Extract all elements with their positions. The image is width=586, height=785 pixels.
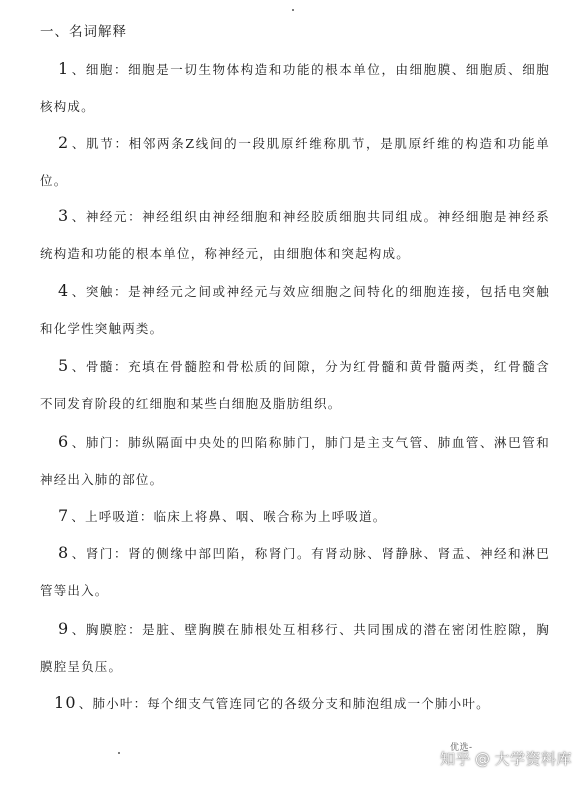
entry-text: 是脏、壁胸膜在肺根处互相移行、共同围成的潜在密闭性腔隙，胸膜腔呈负压。	[40, 622, 550, 674]
entry-number: 4	[58, 281, 70, 300]
entry-number: 2	[58, 133, 70, 152]
entry-term: 、上呼吸道：	[71, 509, 154, 524]
entry-term: 、细胞：	[71, 62, 129, 77]
entry-text: 是神经元之间或神经元与效应细胞之间特化的细胞连接，包括电突触和化学性突触两类。	[40, 284, 550, 336]
entry-9	[40, 610, 550, 685]
entry-3	[40, 197, 550, 272]
entry-text: 肺纵隔面中央处的凹陷称肺门，肺门是主支气管、肺血管、淋巴管和神经出入肺的部位。	[40, 435, 550, 487]
entry-term: 、突触：	[71, 284, 129, 299]
entry-number: 1	[58, 59, 70, 78]
entry-8	[40, 534, 550, 609]
entry-term: 、肺小叶：	[78, 696, 148, 711]
entry-10	[40, 684, 550, 722]
entry-term: 、骨髓：	[71, 359, 129, 374]
entry-number: 5	[58, 356, 70, 375]
entry-term: 、肌节：	[71, 136, 129, 151]
entry-number: 7	[58, 506, 70, 525]
entry-text: 肾的侧缘中部凹陷，称肾门。有肾动脉、肾静脉、肾盂、神经和淋巴管等出入。	[40, 546, 550, 598]
entry-term: 、肾门：	[71, 546, 129, 561]
watermark-site: 知乎	[439, 750, 471, 768]
watermark-author: 大学资料库	[494, 750, 572, 768]
footer-label: 优选-	[450, 743, 473, 753]
entry-1	[40, 50, 550, 125]
entry-number: 10	[54, 693, 77, 712]
entry-number: 8	[58, 543, 70, 562]
entry-number: 3	[58, 206, 70, 225]
entry-term: 、肺门：	[71, 435, 129, 450]
entry-7	[40, 497, 550, 535]
entry-number: 6	[58, 432, 70, 451]
top-dot	[292, 9, 294, 11]
section-heading: 一、名词解释	[40, 24, 127, 40]
entry-5	[40, 347, 550, 422]
entry-text: 充填在骨髓腔和骨松质的间隙，分为红骨髓和黄骨髓两类，红骨髓含不同发育阶段的红细胞和某些白细胞及脂肪组织。	[40, 359, 550, 411]
entry-text: 每个细支气管连同它的各级分支和肺泡组成一个肺小叶。	[147, 696, 490, 711]
watermark	[440, 748, 572, 769]
entry-text: 临床上将鼻、咽、喉合称为上呼吸道。	[153, 509, 387, 524]
entry-2	[40, 124, 550, 199]
entry-6	[40, 423, 550, 498]
entry-term: 、胸膜腔：	[71, 622, 143, 637]
entry-4	[40, 272, 550, 347]
at-icon: @	[474, 749, 491, 768]
entry-term: 、神经元：	[71, 209, 143, 224]
entry-text: 相邻两条Z线间的一段肌原纤维称肌节，是肌原纤维的构造和功能单位。	[40, 136, 550, 188]
entry-number: 9	[58, 619, 70, 638]
entry-text: 细胞是一切生物体构造和功能的根本单位，由细胞膜、细胞质、细胞核构成。	[40, 62, 550, 114]
entry-text: 神经组织由神经细胞和神经胶质细胞共同组成。神经细胞是神经系统构造和功能的根本单位，称神经元，由细胞体和突起构成。	[40, 209, 550, 261]
bottom-dot	[118, 752, 120, 754]
